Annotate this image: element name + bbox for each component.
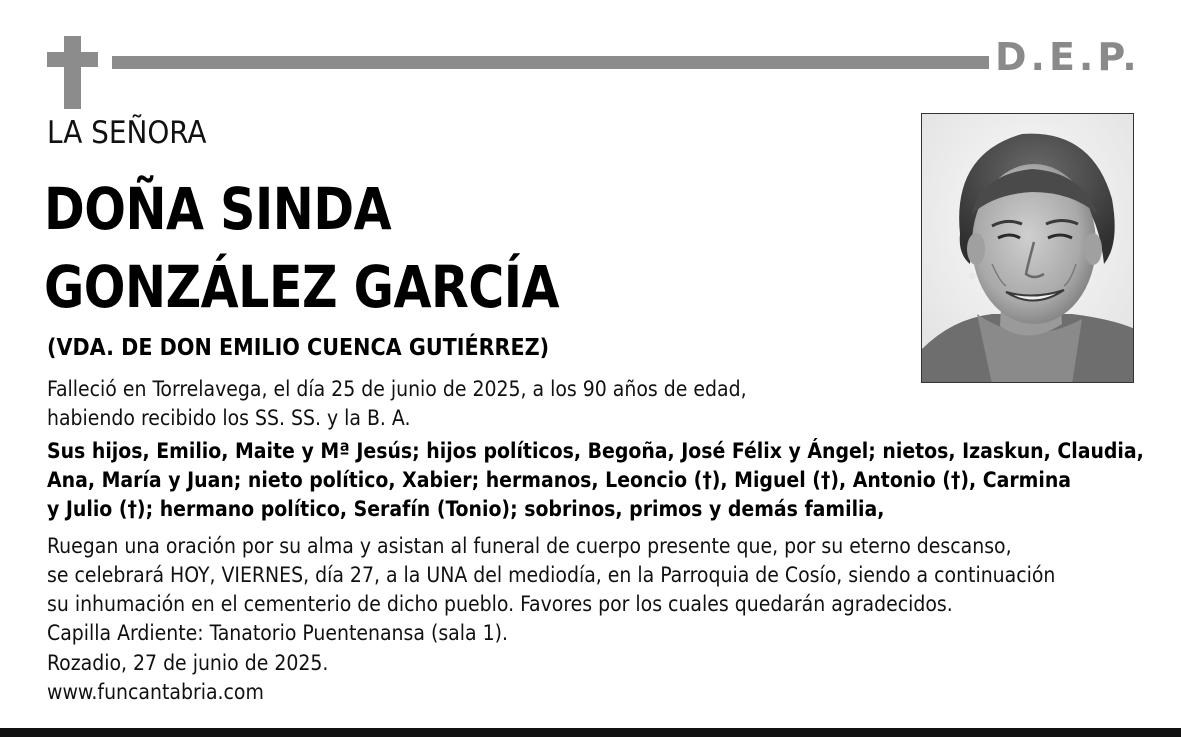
deceased-prefix: LA SEÑORA — [47, 115, 207, 151]
funeral-line: Ruegan una oración por su alma y asistan al funeral de cuerpo presente que, por su eterno descanso, — [47, 534, 1012, 558]
place-date: Rozadio, 27 de junio de 2025. — [47, 651, 329, 675]
family-line: y Julio (†); hermano político, Serafín (Tonio); sobrinos, primos y demás familia, — [47, 497, 885, 521]
death-notice — [47, 375, 747, 433]
deceased-name-line-2: GONZÁLEZ GARCÍA — [44, 253, 560, 321]
widow-of-line: (VDA. DE DON EMILIO CUENCA GUTIÉRREZ) — [47, 335, 550, 361]
deceased-name-line-1: DOÑA SINDA — [44, 175, 392, 243]
funeral-line: su inhumación en el cementerio de dicho pueblo. Favores por los cuales quedarán agradecidos. — [47, 592, 953, 616]
funeral-line: Capilla Ardiente: Tanatorio Puentenansa (sala 1). — [47, 621, 508, 645]
portrait-illustration — [922, 114, 1134, 383]
header-rule — [112, 56, 989, 69]
family-list — [47, 437, 1144, 524]
cross-vertical-bar — [64, 36, 81, 109]
death-notice-line: habiendo recibido los SS. SS. y la B. A. — [47, 406, 411, 430]
funeral-details — [47, 532, 1055, 648]
death-notice-line: Falleció en Torrelavega, el día 25 de junio de 2025, a los 90 años de edad, — [47, 377, 747, 401]
closing-block — [47, 649, 328, 707]
funeral-line: se celebrará HOY, VIERNES, día 27, a la UNA del mediodía, en la Parroquia de Cosío, siendo a continuación — [47, 563, 1056, 587]
website-link[interactable]: www.funcantabria.com — [47, 680, 264, 704]
portrait-photo-icon — [921, 113, 1134, 383]
family-line: Sus hijos, Emilio, Maite y Mª Jesús; hijos políticos, Begoña, José Félix y Ángel; nietos, Izaskun, Claudia, — [47, 439, 1144, 463]
footer-rule — [0, 728, 1181, 737]
dep-badge: D.E.P. — [995, 35, 1141, 79]
deceased-name — [44, 170, 559, 326]
family-line: Ana, María y Juan; nieto político, Xabier; hermanos, Leoncio (†), Miguel (†), Antonio (†), Carmina — [47, 468, 1072, 492]
cross-horizontal-bar — [47, 52, 98, 67]
